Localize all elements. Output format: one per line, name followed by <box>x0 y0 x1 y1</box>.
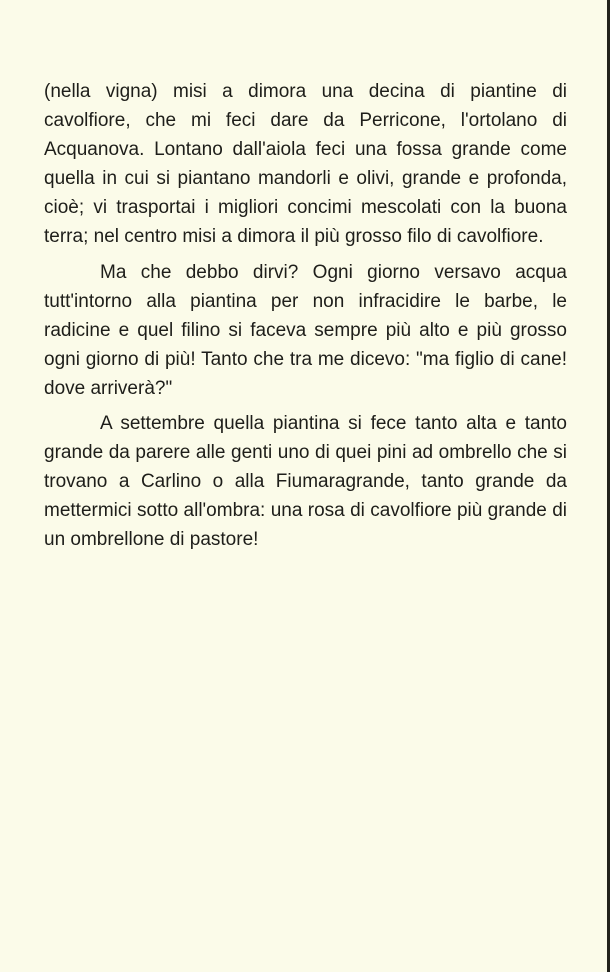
paragraph-1: (nella vigna) misi a dimora una decina di piantine di cavolfiore, che mi feci dare da Perricone, l'ortolano di Acquanova. Lontano dall'aiola feci una fossa grande come quella in cui si piantano mandorli e olivi, grande e profonda, cioè; vi trasportai i migliori concimi mescolati con la buona terra; nel centro misi a dimora il più grosso filo di cavolfiore. <box>44 81 567 248</box>
page-text <box>44 77 567 561</box>
paragraph-2: Ma che debbo dirvi? Ogni giorno versavo acqua tutt'intorno alla piantina per non infracidire le barbe, le radicine e quel filino si faceva sempre più alto e più grosso ogni giorno di più! Tanto che tra me dicevo: "ma figlio di cane! dove arriverà?" <box>44 261 567 399</box>
paragraph-3: A settembre quella piantina si fece tanto alta e tanto grande da parere alle genti uno di quei pini ad ombrello che si trovano a Carlino o alla Fiumaragrande, tanto grande da mettermici sotto all'ombra: una rosa di cavolfiore più grande di un ombrellone di pastore! <box>44 413 567 551</box>
